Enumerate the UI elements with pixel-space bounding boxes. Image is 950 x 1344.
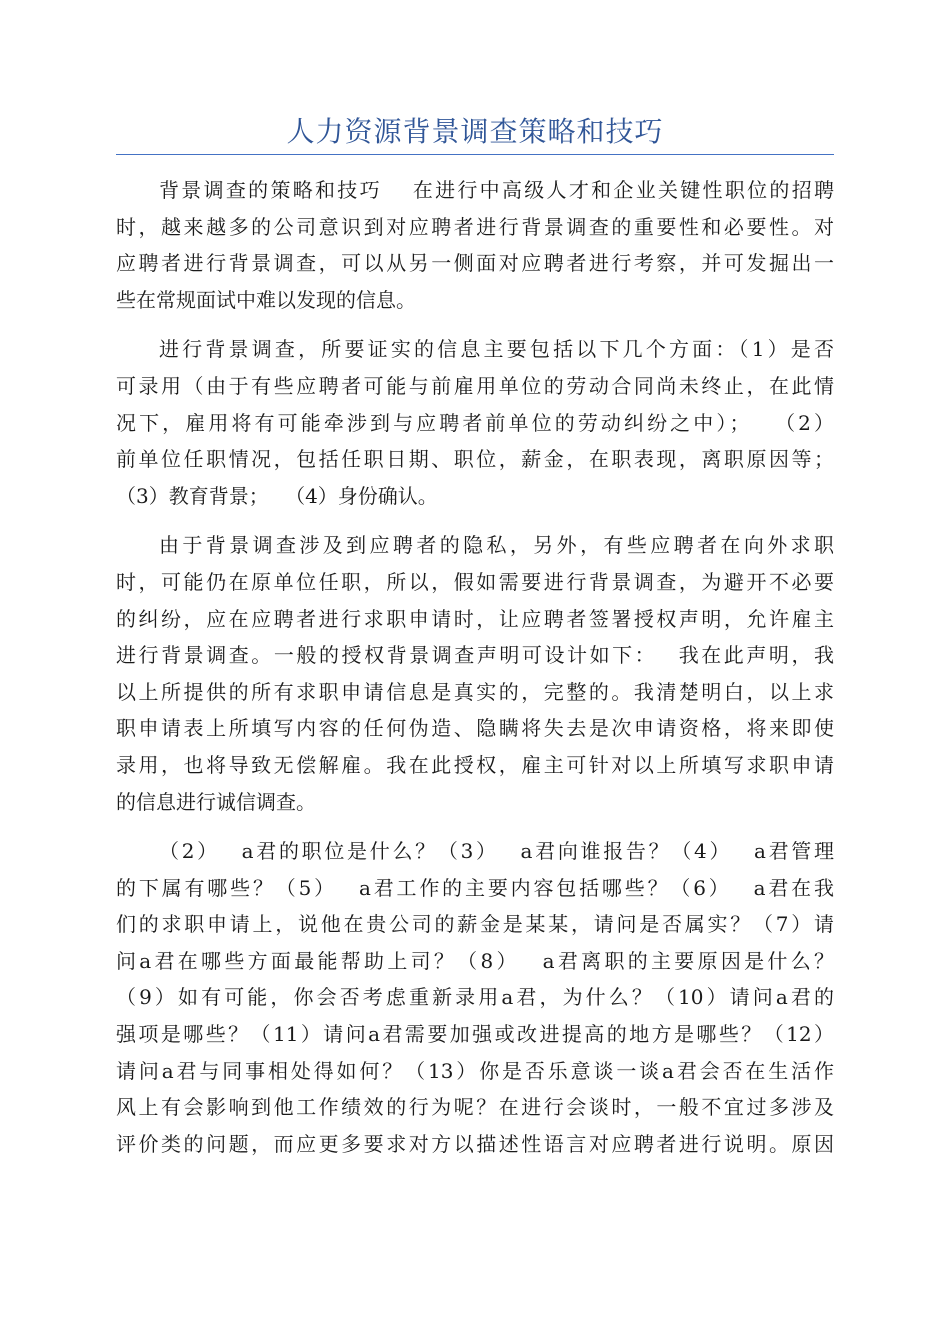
paragraph-line: 以上所提供的所有求职申请信息是真实的，完整的。我清楚明白，以上求 <box>116 679 834 704</box>
paragraph-line: 风上有会影响到他工作绩效的行为呢？在进行会谈时，一般不宜过多涉及 <box>116 1095 834 1120</box>
paragraph-line: 职申请表上所填写内容的任何伪造、隐瞒将失去是次申请资格，将来即使 <box>116 716 834 741</box>
paragraph-line: 时，可能仍在原单位任职，所以，假如需要进行背景调查，为避开不必要 <box>116 569 834 594</box>
paragraph-line: 况下，雇用将有可能牵涉到与应聘者前单位的劳动纠纷之中）； （2） <box>116 410 834 435</box>
paragraph-line: 进行背景调查。一般的授权背景调查声明可设计如下： 我在此声明，我 <box>116 643 834 668</box>
paragraph-line: 应聘者进行背景调查，可以从另一侧面对应聘者进行考察，并可发掘出一 <box>116 251 834 276</box>
paragraph-line: 的信息进行诚信调查。 <box>116 789 316 814</box>
paragraph-line: 评价类的问题，而应更多要求对方以描述性语言对应聘者进行说明。原因 <box>116 1131 834 1156</box>
paragraph-line: 们的求职申请上，说他在贵公司的薪金是某某，请问是否属实？（7）请 <box>116 912 834 937</box>
paragraph-line: 的纠纷，应在应聘者进行求职申请时，让应聘者签署授权声明，允许雇主 <box>116 606 834 631</box>
paragraph-2 <box>116 331 834 514</box>
paragraph-line: 时，越来越多的公司意识到对应聘者进行背景调查的重要性和必要性。对 <box>116 214 834 239</box>
document-title: 人力资源背景调查策略和技巧 <box>286 115 664 148</box>
paragraph-4 <box>116 833 834 1162</box>
title-underline <box>116 154 834 155</box>
paragraph-line: 问a君在哪些方面最能帮助上司？（8） a君离职的主要原因是什么？ <box>116 948 834 973</box>
paragraph-line: （2） a君的职位是什么？（3） a君向谁报告？（4） a君管理 <box>159 839 834 864</box>
paragraph-line: （9）如有可能，你会否考虑重新录用a君，为什么？（10）请问a君的 <box>116 985 834 1010</box>
paragraph-line: 强项是哪些？（11）请问a君需要加强或改进提高的地方是哪些？（12） <box>116 1022 834 1047</box>
paragraph-3 <box>116 527 834 820</box>
paragraph-line: 前单位任职情况，包括任职日期、职位，薪金，在职表现，离职原因等； <box>116 447 834 472</box>
paragraph-line: 可录用（由于有些应聘者可能与前雇用单位的劳动合同尚未终止，在此情 <box>116 373 834 398</box>
paragraph-1 <box>116 172 834 318</box>
paragraph-line: 录用，也将导致无偿解雇。我在此授权，雇主可针对以上所填写求职申请 <box>116 752 834 777</box>
paragraph-line: 的下属有哪些？（5） a君工作的主要内容包括哪些？（6） a君在我 <box>116 875 834 900</box>
document-body <box>116 172 834 1175</box>
paragraph-line: 由于背景调查涉及到应聘者的隐私，另外，有些应聘者在向外求职 <box>159 533 834 558</box>
paragraph-line: （3）教育背景； （4）身份确认。 <box>116 483 438 508</box>
paragraph-line: 请问a君与同事相处得如何？（13）你是否乐意谈一谈a君会否在生活作 <box>116 1058 834 1083</box>
paragraph-line: 进行背景调查，所要证实的信息主要包括以下几个方面：（1）是否 <box>159 337 834 362</box>
paragraph-line: 背景调查的策略和技巧 在进行中高级人才和企业关键性职位的招聘 <box>159 178 834 202</box>
paragraph-line: 些在常规面试中难以发现的信息。 <box>116 287 416 312</box>
